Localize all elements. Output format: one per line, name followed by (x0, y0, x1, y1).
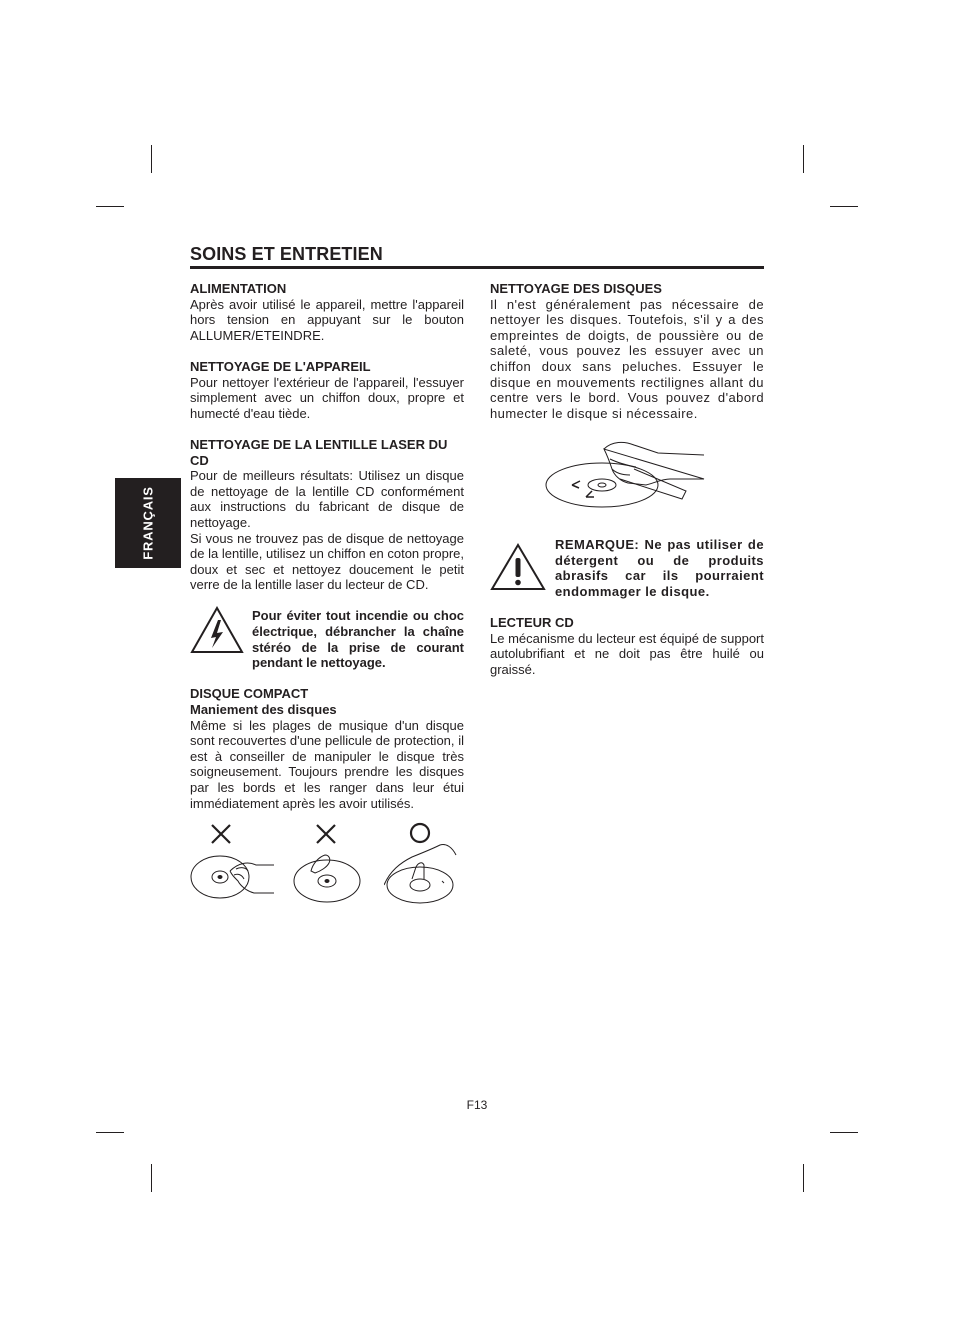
shock-warning-text: Pour éviter tout incendie ou choc électrique, débrancher la chaîne stéréo de la prise de courant pendant le nettoyage. (252, 608, 464, 671)
crop-mark (830, 206, 858, 207)
title-rule (190, 266, 764, 269)
crop-mark (151, 145, 152, 173)
exclamation-warning-icon (490, 543, 546, 591)
correct-handling-illustration (384, 819, 464, 905)
crop-mark (96, 1132, 124, 1133)
caution-remarque (490, 537, 764, 599)
section-lecteur-cd (490, 615, 764, 677)
crop-mark (151, 1164, 152, 1192)
disc-wiping-illustration-wrap (542, 439, 764, 515)
cross-mark-icon (317, 825, 335, 843)
right-column (490, 281, 764, 677)
wrong-handling-illustration (190, 819, 276, 905)
disc-wiping-illustration (542, 439, 712, 511)
section-lentille (190, 437, 464, 593)
section-body: Si vous ne trouvez pas de disque de nettoyage de la lentille, utilisez un chiffon en coton propre, doux et sec et nettoyez doucement le petit verre de la lentille laser du lecteur de CD. (190, 530, 464, 593)
section-body: Pour de meilleurs résultats: Utilisez un disque de nettoyage de la lentille CD conformément aux instructions du fabricant de disque de nettoyage. (190, 468, 464, 530)
section-heading: NETTOYAGE DE LA LENTILLE LASER DU CD (190, 436, 448, 468)
shock-warning (190, 608, 464, 670)
section-body: Il n'est généralement pas nécessaire de nettoyer les disques. Toutefois, s'il y a des empreintes de doigts, de poussière ou de saleté, vous pouvez les essuyer avec un chiffon doux sans peluches. Essuyer le disque en mouvements rectilignes allant du centre vers le bord. Vous pouvez d'abord humecter le disque si nécessaire. (490, 296, 764, 421)
section-body: Pour nettoyer l'extérieur de l'appareil, l'essuyer simplement avec un chiffon doux, propre et humecté d'eau tiède. (190, 374, 464, 421)
section-nettoyage-disques (490, 281, 764, 421)
section-subheading: Maniement des disques (190, 702, 337, 718)
section-body: Après avoir utilisé le appareil, mettre l'appareil hors tension en appuyant sur le bouton ALLUMER/ETEINDRE. (190, 296, 464, 343)
left-column (190, 281, 464, 905)
section-heading: NETTOYAGE DES DISQUES (490, 281, 662, 296)
section-body: Même si les plages de musique d'un disque sont recouvertes d'une pellicule de protection, il est à conseiller de manipuler le disque très soigneusement. Toujours prendre les disques par les bords et les ranger dans leur étui immédiatement après les avoir utilisés. (190, 717, 464, 811)
section-heading: DISQUE COMPACT (190, 686, 309, 702)
language-tab (115, 478, 181, 568)
language-tab-label: FRANÇAIS (140, 486, 156, 560)
electric-shock-warning-icon (190, 606, 244, 654)
crop-mark (803, 145, 804, 173)
circle-mark-icon (411, 824, 429, 842)
section-heading: ALIMENTATION (190, 281, 287, 296)
crop-mark (830, 1132, 858, 1133)
page-number: F13 (466, 1098, 488, 1112)
remarque-text: REMARQUE: Ne pas utiliser de détergent ou de produits abrasifs car ils pourraient endommager le disque. (555, 536, 764, 599)
page-title: SOINS ET ENTRETIEN (190, 244, 383, 264)
disc-handling-illustrations (190, 819, 464, 905)
section-nettoyage-appareil (190, 359, 464, 421)
cross-mark-icon (212, 825, 230, 843)
section-heading: LECTEUR CD (490, 614, 574, 630)
crop-mark (803, 1164, 804, 1192)
section-heading: NETTOYAGE DE L'APPAREIL (190, 358, 371, 374)
section-body: Le mécanisme du lecteur est équipé de support autolubrifiant et ne doit pas être huilé ou graissé. (490, 630, 764, 677)
crop-mark (96, 206, 124, 207)
section-disque-compact (190, 686, 464, 811)
section-alimentation (190, 281, 464, 343)
wrong-handling-illustration (293, 819, 367, 905)
